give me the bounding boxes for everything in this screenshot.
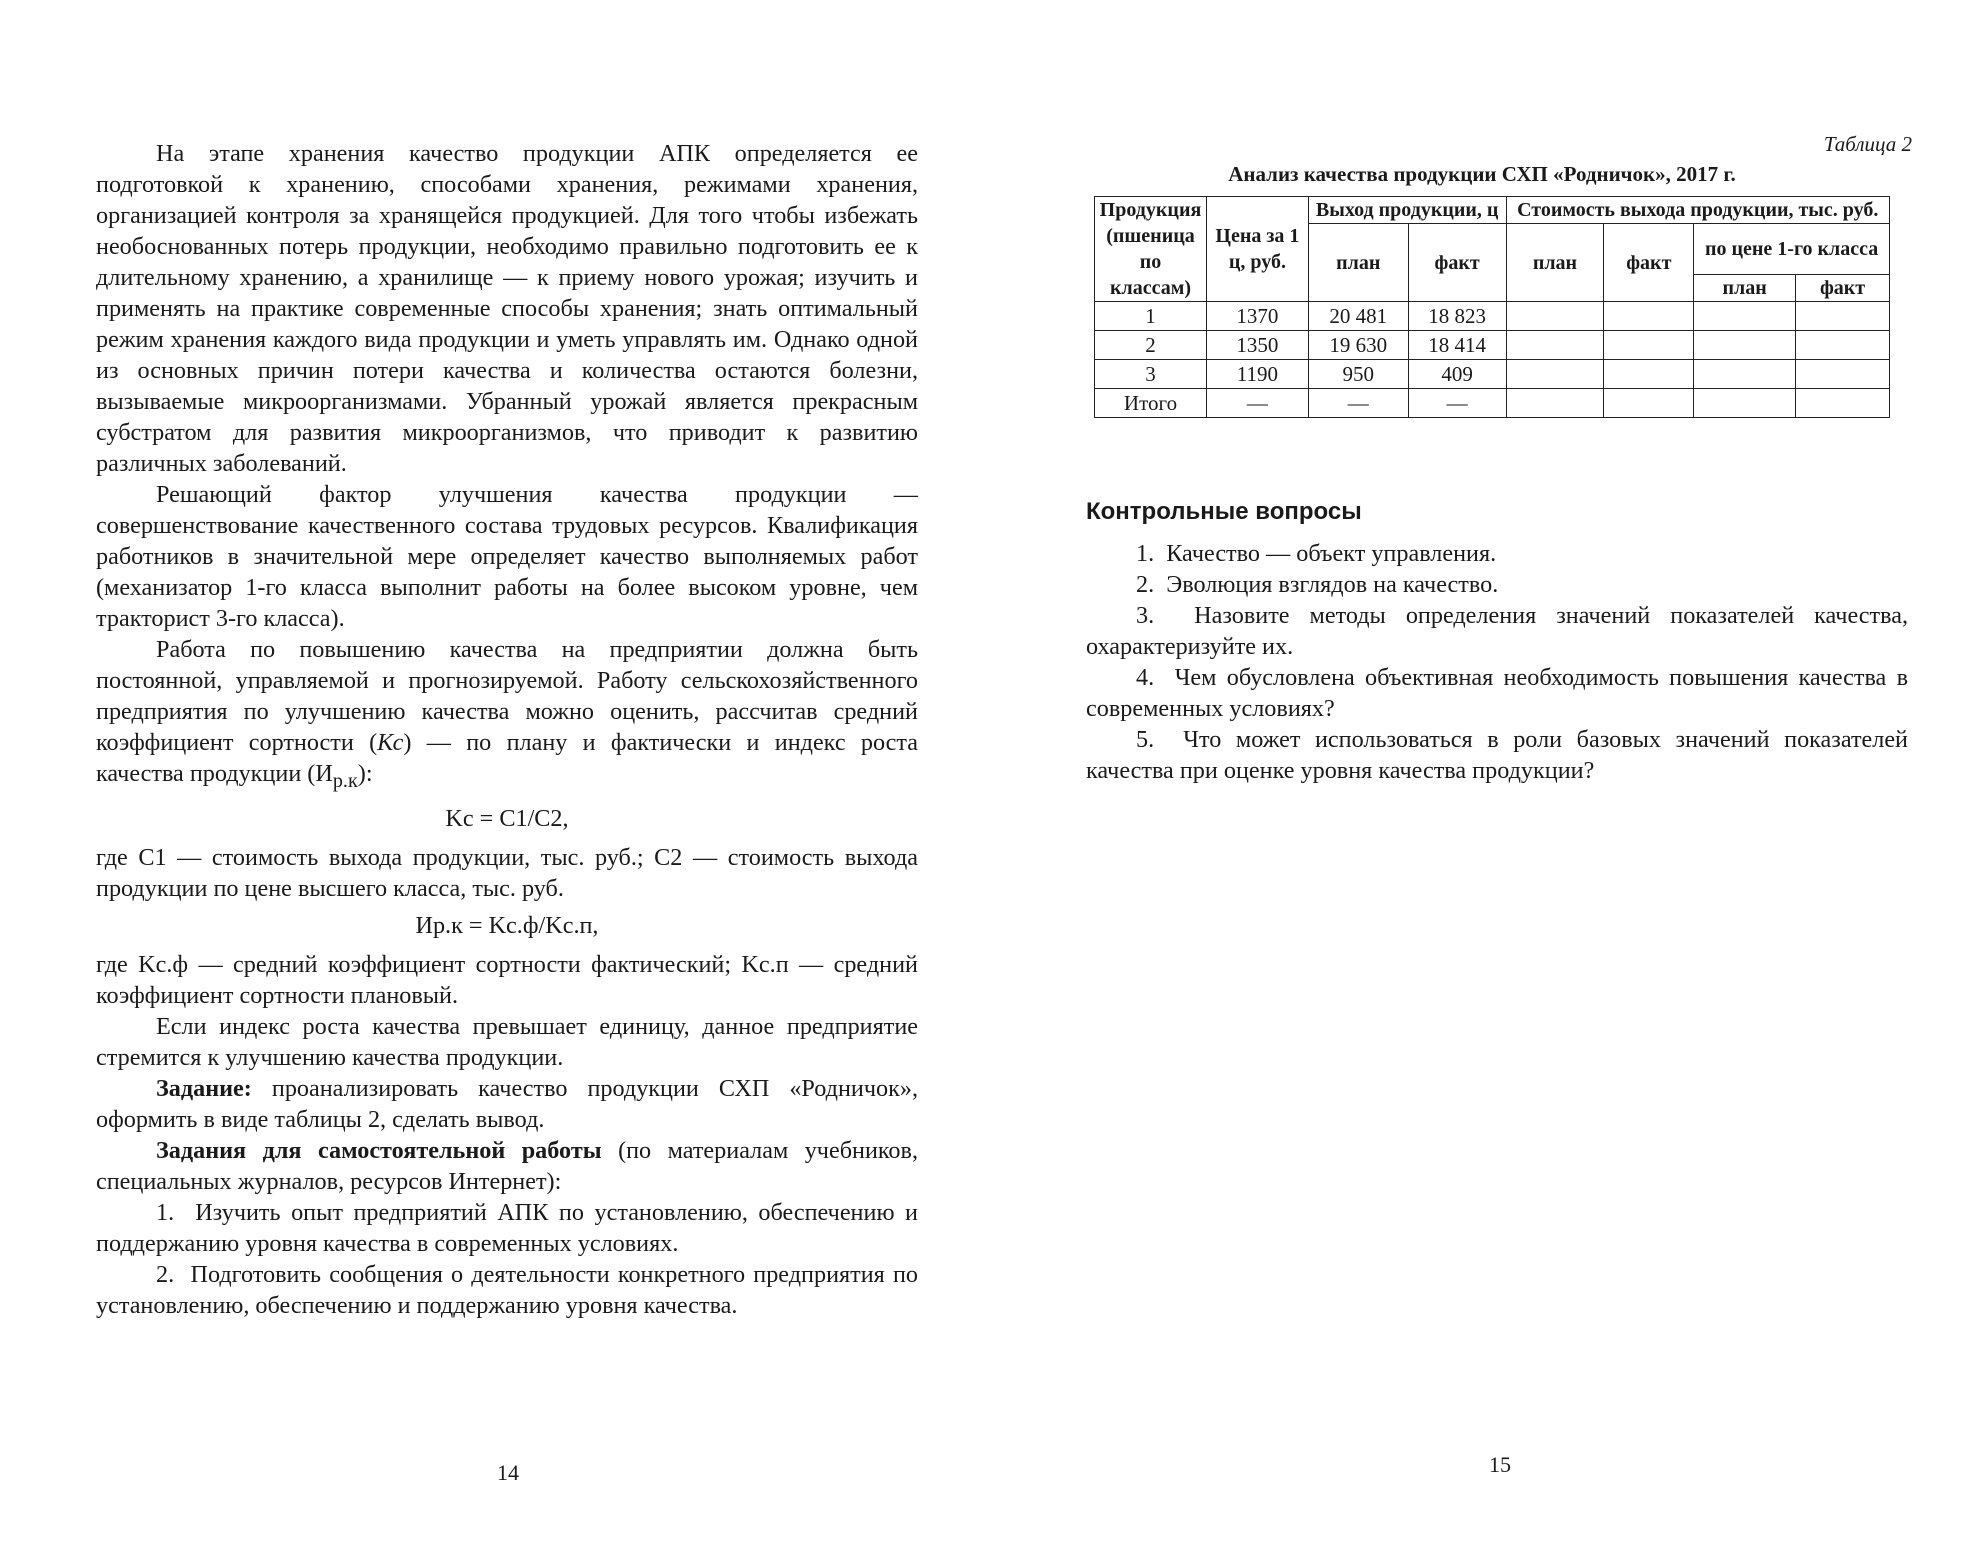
index-subscript: р.к (332, 769, 358, 792)
formula-kc: Kс = C1/C2, (445, 804, 569, 832)
table-cell (1694, 389, 1796, 418)
paragraph-labor: Решающий фактор улучшения качества продукции — совершенствование качественного состава трудовых ресурсов. Квалификация работников в значительной мере определяет качество выполняемых работ (механизатор 1-го класса выполнит работы на более высоком уровне, чем тракторист 3-го класса). (96, 481, 918, 632)
table-cell (1506, 331, 1604, 360)
quality-table (1094, 196, 1890, 418)
paragraph-index-meaning: Если индекс роста качества превышает единицу, данное предприятие стремится к улучшению качества продукции. (96, 1012, 918, 1071)
table-cell (1796, 360, 1890, 389)
table-cell: 950 (1308, 360, 1408, 389)
table-cell (1796, 302, 1890, 331)
formula-index-explanation: где Kс.ф — средний коэффициент сортности фактический; Kс.п — средний коэффициент сортности плановый. (96, 950, 918, 1009)
left-body-text (96, 138, 918, 1321)
table-row (1095, 360, 1890, 389)
right-page (1086, 0, 1912, 1568)
page-number-left: 14 (497, 1460, 519, 1485)
header-price: Цена за 1 ц, руб. (1206, 197, 1308, 302)
table-cell: 1370 (1206, 302, 1308, 331)
questions-list (1086, 538, 1908, 786)
header-first-class: по цене 1-го класса (1694, 224, 1890, 275)
questions-heading: Контрольные вопросы (1086, 498, 1362, 525)
table-cell: — (1408, 389, 1506, 418)
table-cell (1604, 389, 1694, 418)
table-cell (1694, 331, 1796, 360)
table-cell: 18 414 (1408, 331, 1506, 360)
task-text: проанализировать качество продукции СХП «Родничок», оформить в виде таблицы 2, сделать вывод. (96, 1074, 919, 1133)
table-cell: 1350 (1206, 331, 1308, 360)
table-cell (1694, 302, 1796, 331)
table-cell: 20 481 (1308, 302, 1408, 331)
table-cell: 18 823 (1408, 302, 1506, 331)
kc-symbol: Кс (377, 729, 404, 756)
paragraph-sortness-c: ): (357, 760, 373, 787)
table-cell: — (1206, 389, 1308, 418)
table-cell: 1 (1095, 302, 1207, 331)
header-cost: Стоимость выхода продукции, тыс. руб. (1506, 197, 1889, 224)
page-number-right: 15 (1489, 1452, 1511, 1477)
table-cell (1796, 389, 1890, 418)
formula-index: Ир.к = Kс.ф/Kс.п, (415, 911, 599, 939)
paragraph-sortness-b: ) — по плану и фактически и индекс роста качества продукции (И (96, 729, 918, 787)
left-page (96, 0, 918, 1568)
table-cell: Итого (1095, 389, 1207, 418)
self-task-label: Задания для самостоятельной работы (156, 1136, 602, 1164)
table-cell (1604, 360, 1694, 389)
header-cost-plan: план (1506, 224, 1604, 302)
self-task-item: 1. Изучить опыт предприятий АПК по установлению, обеспечению и поддержанию уровня качества в современных условиях. (96, 1198, 918, 1257)
question-item: 2. Эволюция взглядов на качество. (1136, 571, 1499, 598)
table-cell (1506, 389, 1604, 418)
header-product: Продукция (пшеница по классам) (1095, 197, 1207, 302)
table-cell: 2 (1095, 331, 1207, 360)
table-cell (1506, 360, 1604, 389)
table-label: Таблица 2 (1823, 132, 1912, 156)
table-cell (1796, 331, 1890, 360)
table-row (1095, 302, 1890, 331)
table-cell (1604, 331, 1694, 360)
paragraph-storage: На этапе хранения качество продукции АПК определяется ее подготовкой к хранению, способами хранения, режимами хранения, организацией контроля за хранящейся продукцией. Для того чтобы избежать необоснованных потерь продукции, необходимо правильно подготовить ее к длительному хранению, а хранилище — к приему нового урожая; изучить и применять на практике современные способы хранения; знать оптимальный режим хранения каждого вида продукции и уметь управлять им. Однако одной из основных причин потери качества и количества остаются болезни, вызываемые микроорганизмами. Убранный урожай является прекрасным субстратом для развития микроорганизмов, что приводит к развитию различных заболеваний. (96, 140, 918, 477)
formula-kc-explanation: где C1 — стоимость выхода продукции, тыс. руб.; C2 — стоимость выхода продукции по цене высшего класса, тыс. руб. (96, 843, 918, 902)
table-cell: 1190 (1206, 360, 1308, 389)
question-item: 1. Качество — объект управления. (1136, 540, 1497, 567)
table-cell (1506, 302, 1604, 331)
table-cell: 19 630 (1308, 331, 1408, 360)
table-cell (1694, 360, 1796, 389)
header-cost-fact: факт (1604, 224, 1694, 302)
self-task-paragraph (96, 1135, 918, 1197)
question-item: 5. Что может использоваться в роли базовых значений показателей качества при оценке уровня качества продукции? (1086, 726, 1908, 784)
table-title: Анализ качества продукции СХП «Родничок», 2017 г. (1228, 162, 1736, 186)
header-output-plan: план (1308, 224, 1408, 302)
table-cell: — (1308, 389, 1408, 418)
task-paragraph (96, 1073, 918, 1135)
self-task-item: 2. Подготовить сообщения о деятельности конкретного предприятия по установлению, обеспечению и поддержанию уровня качества. (96, 1260, 918, 1319)
paragraph-sortness (96, 634, 918, 797)
table-cell: 409 (1408, 360, 1506, 389)
table-row (1095, 331, 1890, 360)
question-item: 4. Чем обусловлена объективная необходимость повышения качества в современных условиях? (1086, 664, 1908, 722)
header-output-fact: факт (1408, 224, 1506, 302)
table-cell (1604, 302, 1694, 331)
table-cell: 3 (1095, 360, 1207, 389)
header-first-class-fact: факт (1796, 275, 1890, 302)
header-first-class-plan: план (1694, 275, 1796, 302)
paragraph-sortness-a: Работа по повышению качества на предприятии должна быть постоянной, управляемой и прогнозируемой. Работу сельскохозяйственного предприятия по улучшению качества можно оценить, рассчитав средний коэффициент сортности ( (96, 636, 918, 756)
header-output: Выход продукции, ц (1308, 197, 1506, 224)
table-row-total (1095, 389, 1890, 418)
question-item: 3. Назовите методы определения значений показателей качества, охарактеризуйте их. (1086, 602, 1908, 660)
self-task-text: (по материалам учебников, специальных журналов, ресурсов Интернет): (96, 1136, 918, 1195)
task-label: Задание: (156, 1074, 252, 1102)
